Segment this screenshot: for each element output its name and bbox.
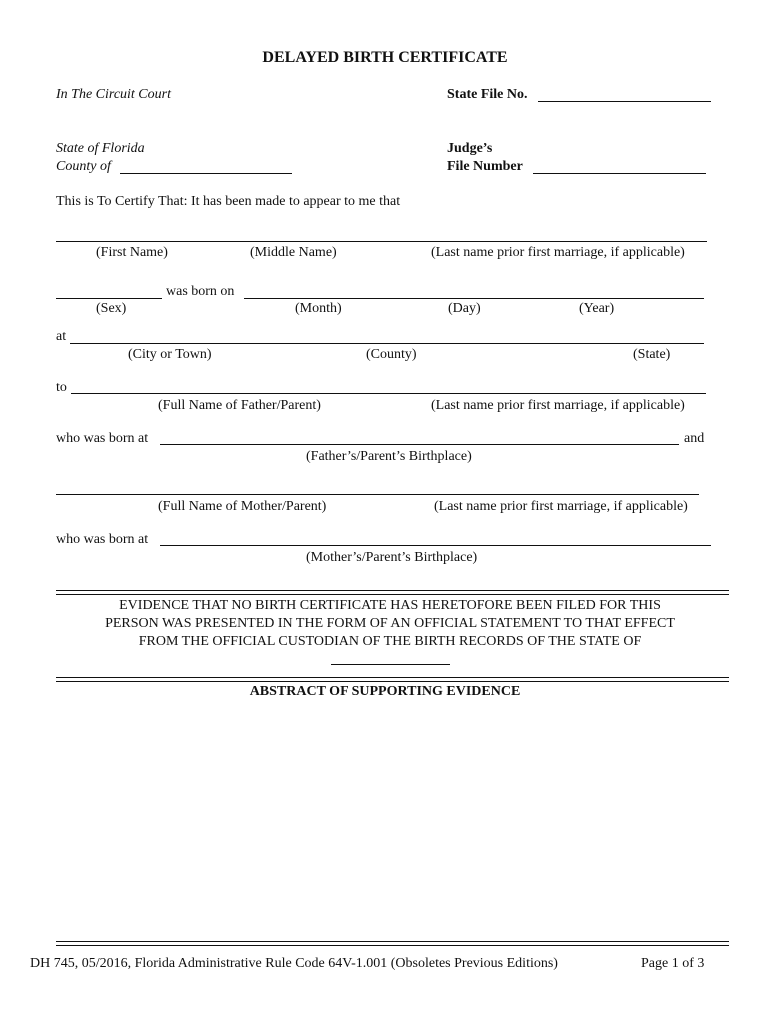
registrant-name-field[interactable] <box>56 241 707 242</box>
mother-born-at-label: who was born at <box>56 532 149 547</box>
to-label: to <box>56 380 67 395</box>
section-divider-top <box>56 590 729 595</box>
judges-file-number-field[interactable] <box>533 173 706 174</box>
father-name-field[interactable] <box>71 393 706 394</box>
form-title: DELAYED BIRTH CERTIFICATE <box>262 49 508 66</box>
father-name-caption: (Full Name of Father/Parent) <box>158 398 321 413</box>
evidence-line-3: FROM THE OFFICIAL CUSTODIAN OF THE BIRTH RECORDS OF THE STATE OF <box>138 634 642 649</box>
and-label: and <box>684 431 705 446</box>
section-divider-bottom <box>56 677 729 682</box>
mother-name-caption: (Full Name of Mother/Parent) <box>158 499 327 514</box>
county-caption: (County) <box>366 347 417 362</box>
form-code: DH 745, 05/2016, Florida Administrative Rule Code 64V-1.001 (Obsoletes Previous Editions) <box>30 956 558 971</box>
birth-place-field[interactable] <box>70 343 704 344</box>
was-born-on-label: was born on <box>166 284 235 299</box>
county-of-label: County of <box>56 159 111 174</box>
middle-name-caption: (Middle Name) <box>250 245 337 260</box>
abstract-evidence-area[interactable] <box>56 710 729 935</box>
father-born-at-label: who was born at <box>56 431 149 446</box>
mother-birthplace-caption: (Mother’s/Parent’s Birthplace) <box>306 550 478 565</box>
first-name-caption: (First Name) <box>96 245 168 260</box>
judges-label: Judge’s <box>447 141 493 156</box>
mother-name-field[interactable] <box>56 494 699 495</box>
at-label: at <box>56 329 67 344</box>
city-caption: (City or Town) <box>128 347 212 362</box>
state-of-field[interactable] <box>331 664 450 665</box>
evidence-statement <box>60 597 720 651</box>
file-number-label: File Number <box>447 159 523 174</box>
father-birthplace-field[interactable] <box>160 444 679 445</box>
sex-field[interactable] <box>56 298 162 299</box>
mother-birthplace-field[interactable] <box>160 545 711 546</box>
state-file-no-label: State File No. <box>447 87 528 102</box>
father-birthplace-caption: (Father’s/Parent’s Birthplace) <box>306 449 472 464</box>
circuit-court-label: In The Circuit Court <box>56 87 171 102</box>
evidence-line-2: PERSON WAS PRESENTED IN THE FORM OF AN OFFICIAL STATEMENT TO THAT EFFECT <box>105 616 675 631</box>
state-caption: (State) <box>633 347 671 362</box>
father-last-name-caption: (Last name prior first marriage, if applicable) <box>431 398 685 413</box>
certify-statement: This is To Certify That: It has been made to appear to me that <box>56 194 401 209</box>
evidence-line-1: EVIDENCE THAT NO BIRTH CERTIFICATE HAS HERETOFORE BEEN FILED FOR THIS <box>119 598 661 613</box>
month-caption: (Month) <box>295 301 342 316</box>
mother-last-name-caption: (Last name prior first marriage, if applicable) <box>434 499 688 514</box>
county-field[interactable] <box>120 173 292 174</box>
day-caption: (Day) <box>448 301 481 316</box>
footer-divider <box>56 941 729 946</box>
last-name-caption: (Last name prior first marriage, if applicable) <box>431 245 685 260</box>
year-caption: (Year) <box>579 301 615 316</box>
birth-date-field[interactable] <box>244 298 704 299</box>
sex-caption: (Sex) <box>96 301 127 316</box>
state-file-no-field[interactable] <box>538 101 711 102</box>
abstract-heading: ABSTRACT OF SUPPORTING EVIDENCE <box>249 684 521 699</box>
page-number: Page 1 of 3 <box>641 956 705 971</box>
state-label: State of Florida <box>56 141 145 156</box>
